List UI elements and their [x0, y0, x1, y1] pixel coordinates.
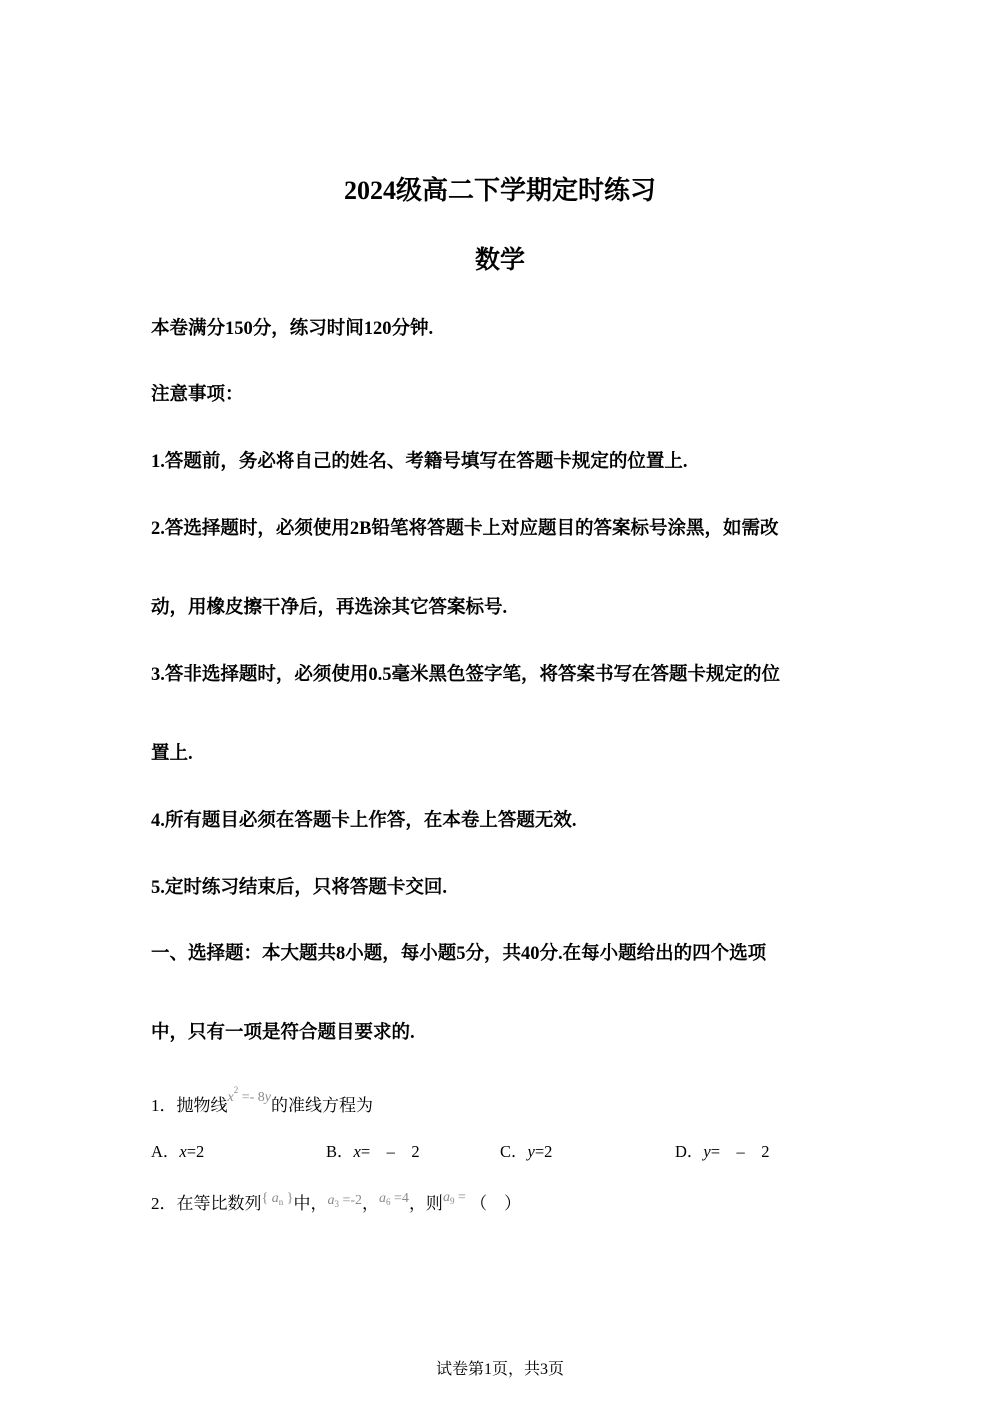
a9-subscript: 9: [449, 1196, 455, 1206]
formula-y: y: [264, 1090, 271, 1105]
a9-equals: =: [457, 1190, 466, 1205]
exam-title: 2024级高二下学期定时练习: [343, 176, 656, 205]
option-b-var: x: [353, 1142, 361, 1161]
option-a-var: x: [179, 1142, 187, 1161]
notice-item-2-line-1: 2.答选择题时，必须使用2B铅笔将答题卡上对应题目的答案标号涂黑，如需改: [151, 519, 779, 539]
option-c-var: y: [527, 1142, 535, 1161]
section-1-heading-line-2: 中，只有一项是符合题目要求的.: [151, 1023, 415, 1043]
q1-option-b[interactable]: [326, 1140, 420, 1164]
notice-item-4: 4.所有题目必须在答题卡上作答，在本卷上答题无效.: [151, 811, 577, 831]
formula-x: x: [227, 1090, 234, 1105]
a3-formula: [327, 1193, 362, 1208]
notice-heading: 注意事项：: [151, 385, 244, 405]
answer-blank: （ ）: [470, 1194, 522, 1213]
section-1-heading-line-1: 一、选择题：本大题共8小题，每小题5分，共40分.在每小题给出的四个选项: [151, 944, 767, 964]
option-c-value: =2: [534, 1142, 553, 1161]
question-2-comma: ，: [362, 1194, 380, 1213]
subject-title: 数学: [474, 247, 525, 274]
seq-var: a: [271, 1191, 279, 1206]
notice-item-3-line-2: 置上.: [151, 744, 193, 764]
notice-item-5: 5.定时练习结束后，只将答题卡交回.: [151, 878, 448, 898]
option-d-var: y: [703, 1142, 711, 1161]
q1-option-a[interactable]: [151, 1140, 204, 1164]
a9-var: a: [442, 1190, 450, 1205]
option-d-value: = – 2: [710, 1142, 770, 1161]
formula-rest: =- 8: [241, 1090, 265, 1105]
question-2-prefix: 2．在等比数列: [151, 1194, 262, 1213]
option-a-label: A．: [151, 1142, 180, 1161]
page-footer: 试卷第1页，共3页: [435, 1361, 564, 1378]
a6-subscript: 6: [386, 1197, 391, 1207]
notice-item-1: 1.答题前，务必将自己的姓名、考籍号填写在答题卡规定的位置上.: [151, 452, 688, 472]
option-b-value: = – 2: [360, 1142, 420, 1161]
a3-subscript: 3: [334, 1199, 339, 1209]
notice-item-2-line-2: 动，用橡皮擦干净后，再选涂其它答案标号.: [151, 598, 508, 618]
a6-value: =4: [394, 1191, 409, 1206]
question-2-then: ，则: [408, 1194, 443, 1213]
question-2-mid: 中，: [293, 1194, 328, 1213]
seq-close-brace: }: [286, 1191, 294, 1206]
a3-var: a: [327, 1193, 335, 1208]
question-2: [151, 1192, 521, 1221]
option-a-value: =2: [186, 1142, 205, 1161]
question-1-suffix: 的准线方程为: [271, 1096, 373, 1115]
question-1-prefix: 1．抛物线: [151, 1096, 228, 1115]
option-d-label: D．: [675, 1142, 704, 1161]
q1-option-c[interactable]: [500, 1140, 552, 1164]
seq-subscript: n: [278, 1197, 284, 1207]
a9-formula: [443, 1190, 466, 1205]
intro-text: 本卷满分150分，练习时间120分钟.: [151, 319, 434, 339]
option-c-label: C．: [500, 1142, 528, 1161]
formula-exponent: 2: [233, 1085, 239, 1095]
a3-value: =-2: [342, 1193, 363, 1208]
seq-open-brace: {: [261, 1191, 269, 1206]
q1-option-d[interactable]: [675, 1140, 770, 1164]
question-1: [151, 1085, 373, 1120]
sequence-notation: [262, 1191, 294, 1206]
a6-var: a: [379, 1191, 387, 1206]
a6-formula: [379, 1191, 409, 1206]
notice-item-3-line-1: 3.答非选择题时，必须使用0.5毫米黑色签字笔，将答案书写在答题卡规定的位: [151, 665, 781, 685]
option-b-label: B．: [326, 1142, 354, 1161]
question-1-formula: [227, 1085, 272, 1105]
